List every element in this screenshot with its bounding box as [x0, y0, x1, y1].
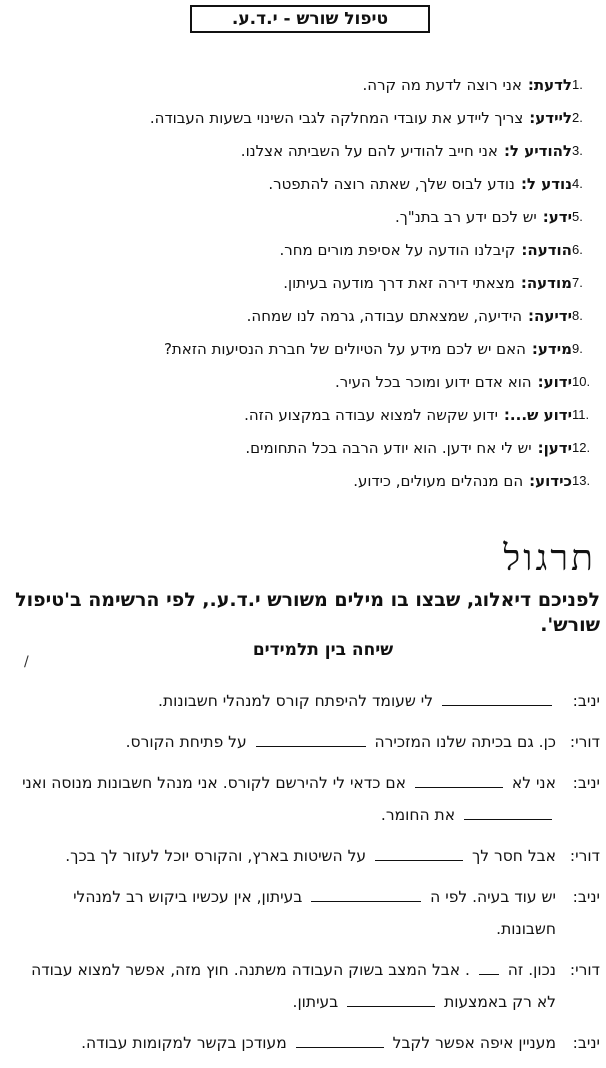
item-term: ידע:	[542, 207, 572, 226]
item-number: 12.	[572, 440, 591, 455]
item-term: להודיע ל:	[503, 141, 572, 160]
dialog-exercise	[2, 685, 600, 1068]
dialog-turn	[2, 840, 600, 872]
dialog-line	[2, 1027, 556, 1059]
speaker-name: דורי:	[569, 733, 600, 751]
vocab-item	[5, 398, 600, 431]
fill-in-blank[interactable]	[311, 885, 421, 902]
dialog-text: אבל חסר לך	[467, 847, 556, 865]
fill-in-blank[interactable]	[415, 771, 503, 788]
page-title: טיפול שורש - י.ד.ע.	[190, 5, 430, 33]
speaker-name: יניב:	[572, 774, 600, 792]
item-example: מצאתי דירה זאת דרך מודעה בעיתון.	[283, 273, 515, 292]
item-number: 5.	[572, 209, 583, 224]
item-term: ליידע:	[529, 108, 572, 127]
dialog-turn	[2, 685, 600, 717]
fill-in-blank[interactable]	[347, 990, 435, 1007]
item-number: 3.	[572, 143, 583, 158]
fill-in-blank[interactable]	[479, 958, 499, 975]
fill-in-blank[interactable]	[442, 689, 552, 706]
dialog-turn	[2, 881, 600, 945]
dialog-text: לי שעומד להיפתח קורס למנהלי חשבונות.	[158, 692, 438, 710]
dialog-line	[2, 685, 556, 717]
item-term: נודע ל:	[520, 174, 572, 193]
vocab-item	[5, 332, 600, 365]
item-term: ידיעה:	[528, 306, 572, 325]
dialog-turn	[2, 1027, 600, 1059]
speaker-name: דורי:	[569, 961, 600, 979]
vocab-item	[5, 134, 600, 167]
vocab-item	[5, 365, 600, 398]
dialog-text: נכון. זה	[502, 961, 556, 979]
item-term: ידוע ש...:	[503, 405, 572, 424]
item-example: ידוע שקשה למצוא עבודה במקצוע הזה.	[244, 405, 498, 424]
item-number: 8.	[572, 308, 583, 323]
item-term: כידוע:	[529, 471, 572, 490]
item-example: הם מנהלים מעולים, כידוע.	[353, 471, 524, 490]
dialog-text: את החומר.	[380, 806, 460, 824]
fill-in-blank[interactable]	[375, 844, 463, 861]
exercise-instructions: לפניכם דיאלוג, שבצו בו מילים משורש י.ד.ע., לפי הרשימה ב'טיפול שורש'.	[15, 589, 600, 636]
item-number: 7.	[572, 275, 583, 290]
item-example: אני רוצה לדעת מה קרה.	[362, 75, 522, 94]
item-number: 6.	[572, 242, 583, 257]
speaker-name: יניב:	[572, 888, 600, 906]
item-term: מידע:	[531, 339, 572, 358]
vocab-item	[5, 266, 600, 299]
vocab-item	[5, 200, 600, 233]
item-example: הוא אדם ידוע ומוכר בכל העיר.	[335, 372, 532, 391]
dialog-turn	[2, 954, 600, 1018]
dialog-text: על פתיחת הקורס.	[125, 733, 252, 751]
dialog-turn	[2, 726, 600, 758]
vocabulary-list	[5, 68, 600, 497]
dialog-turn	[2, 767, 600, 831]
vocab-item	[5, 299, 600, 332]
item-number: 1.	[572, 77, 583, 92]
item-term: לדעת:	[527, 75, 572, 94]
item-number: 9.	[572, 341, 583, 356]
item-term: ידוע:	[537, 372, 572, 391]
item-number: 11.	[572, 407, 590, 422]
dialog-text: כן. גם בכיתה שלנו המזכירה	[369, 733, 556, 751]
item-number: 4.	[572, 176, 583, 191]
dialog-text: על השיטות בארץ, והקורס יוכל לעזור לך בכך.	[65, 847, 372, 865]
item-example: נודע לבוס שלך, שאתה רוצה להתפטר.	[268, 174, 515, 193]
dialog-text: מעודכן בקשר למקומות עבודה.	[81, 1034, 292, 1052]
stray-pen-mark: /	[24, 654, 29, 670]
item-term: הודעה:	[521, 240, 572, 259]
vocab-item	[5, 101, 600, 134]
item-example: אני חייב להודיע להם על השביתה אצלנו.	[240, 141, 498, 160]
dialog-title: שיחה בין תלמידים	[252, 640, 394, 660]
item-term: ידען:	[537, 438, 572, 457]
dialog-line	[2, 767, 556, 831]
dialog-text: מעניין איפה אפשר לקבל	[387, 1034, 556, 1052]
item-example: הידיעה, שמצאתם עבודה, גרמה לנו שמחה.	[246, 306, 523, 325]
speaker-name: יניב:	[572, 1034, 600, 1052]
dialog-text: יש עוד בעיה. לפי ה	[425, 888, 556, 906]
item-example: יש לי אח ידען. הוא יודע הרבה בכל התחומים.	[245, 438, 532, 457]
item-example: האם יש לכם מידע על הטיולים של חברת הנסיעות הזאת?	[163, 339, 526, 358]
vocab-item	[5, 68, 600, 101]
dialog-line	[2, 954, 556, 1018]
vocab-item	[5, 167, 600, 200]
dialog-line	[2, 840, 556, 872]
dialog-line	[2, 881, 556, 945]
item-number: 13.	[572, 473, 591, 488]
dialog-line	[2, 726, 556, 758]
item-term: מודעה:	[520, 273, 572, 292]
vocab-item	[5, 464, 600, 497]
vocab-item	[5, 233, 600, 266]
dialog-text: אם כדאי לי להירשם לקורס. אני מנהל חשבונות מנוסה ואני	[22, 774, 411, 792]
item-example: צריך ליידע את עובדי המחלקה לגבי השינוי בשעות העבודה.	[149, 108, 524, 127]
speaker-name: דורי:	[569, 847, 600, 865]
fill-in-blank[interactable]	[256, 730, 366, 747]
dialog-text: בעיתון.	[292, 993, 344, 1011]
fill-in-blank[interactable]	[296, 1031, 384, 1048]
dialog-text: . אבל המצב בשוק העבודה משתנה. חוץ מזה, אפשר למצוא עבודה לא רק באמצעות	[31, 961, 556, 1011]
dialog-text: בעיתון, אין עכשיו ביקוש רב למנהלי חשבונות.	[73, 888, 556, 938]
speaker-name: יניב:	[572, 692, 600, 710]
vocab-item	[5, 431, 600, 464]
item-example: יש לכם ידע רב בתנ"ך.	[394, 207, 537, 226]
item-example: קיבלנו הודעה על אסיפת מורים מחר.	[279, 240, 516, 259]
item-number: 10.	[572, 374, 591, 389]
dialog-text: אני לא	[506, 774, 556, 792]
item-number: 2.	[572, 110, 583, 125]
fill-in-blank[interactable]	[464, 803, 552, 820]
section-heading: תרגול	[503, 538, 596, 579]
